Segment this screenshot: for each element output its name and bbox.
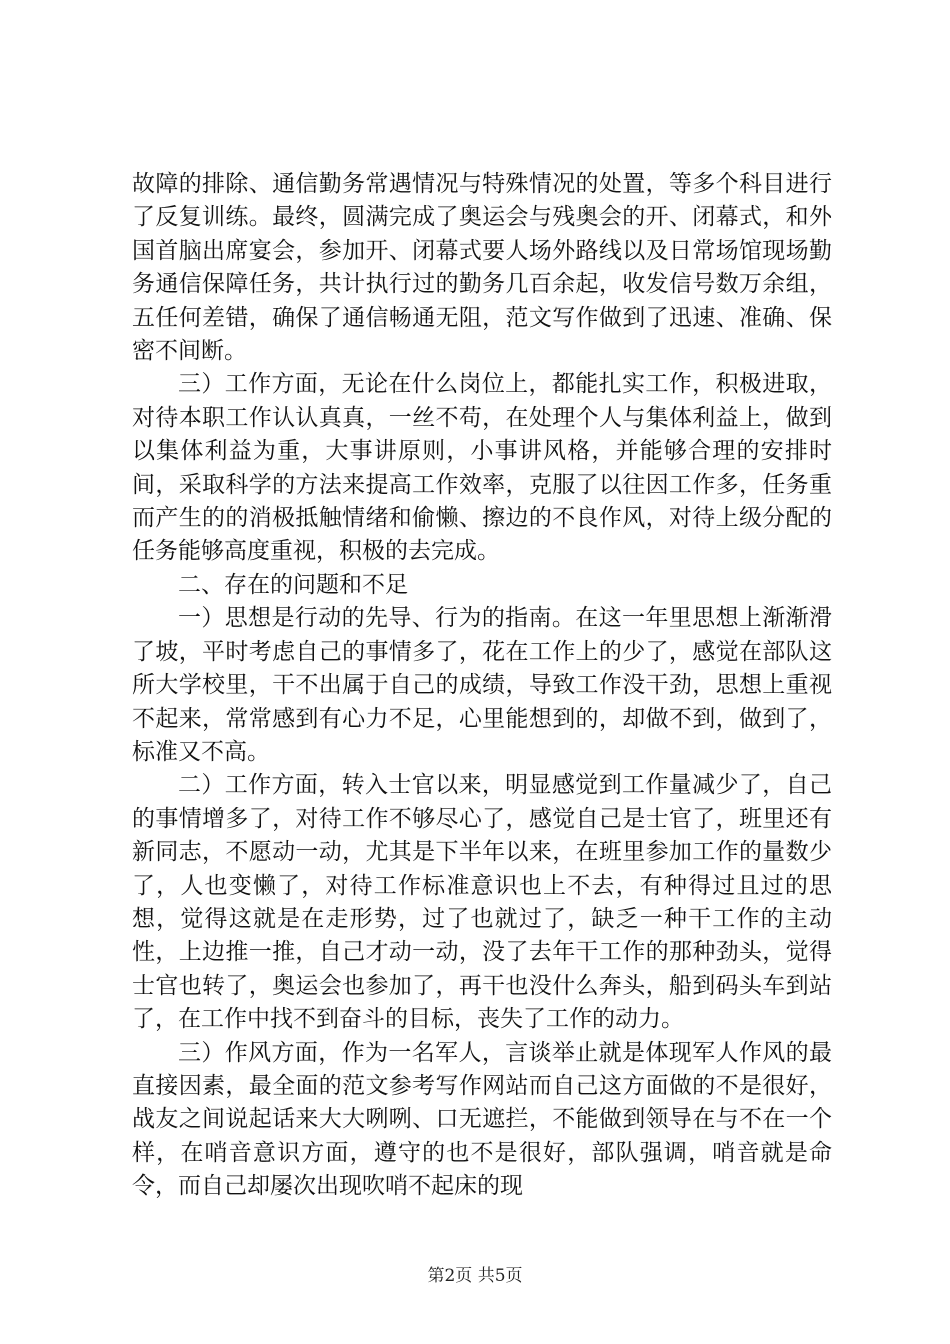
paragraph-work-problems: 二）工作方面，转入士官以来，明显感觉到工作量减少了，自己的事情增多了，对待工作不够尽心了，感觉自己是士官了，班里还有新同志，不愿动一动，尤其是下半年以来，在班里参加工作的量数少了，人也变懒了，对待工作标准意识也上不去，有种得过且过的思想，觉得这就是在走形势，过了也就过了，缺乏一种干工作的主动性，上边推一推，自己才动一动，没了去年干工作的那种劲头，觉得士官也转了，奥运会也参加了，再干也没什么奔头，船到码头车到站了，在工作中找不到奋斗的目标，丧失了工作的动力。 [132, 772, 832, 1033]
paragraph-thought: 一）思想是行动的先导、行为的指南。在这一年里思想上渐渐滑了坡，平时考虑自己的事情多了，花在工作上的少了，感觉在部队这所大学校里，干不出属于自己的成绩，导致工作没干劲，思想上重视不起来，常常感到有心力不足，心里能想到的，却做不到，做到了，标准又不高。 [132, 605, 832, 765]
section-heading-problems: 二、存在的问题和不足 [178, 571, 408, 598]
paragraph-style-problems: 三）作风方面，作为一名军人，言谈举止就是体现军人作风的最直接因素，最全面的范文参考写作网站而自己这方面做的不是很好，战友之间说起话来大大咧咧、口无遮拦，不能做到领导在与不在一个样，在哨音意识方面，遵守的也不是很好，部队强调，哨音就是命令，而自己却屡次出现吹哨不起床的现 [132, 1039, 832, 1200]
document-body [132, 168, 832, 1204]
paragraph-continuation: 故障的排除、通信勤务常遇情况与特殊情况的处置，等多个科目进行了反复训练。最终，圆满完成了奥运会与残奥会的开、闭幕式，和外国首脑出席宴会，参加开、闭幕式要人场外路线以及日常场馆现场勤务通信保障任务，共计执行过的勤务几百余起，收发信号数万余组，五任何差错，确保了通信畅通无阻，范文写作做到了迅速、准确、保密不间断。 [132, 171, 832, 365]
page-number-footer: 第2页 共5页 [427, 1266, 523, 1286]
paragraph-work-aspect: 三）工作方面，无论在什么岗位上，都能扎实工作，积极进取，对待本职工作认认真真，一丝不苟，在处理个人与集体利益上，做到以集体利益为重，大事讲原则，小事讲风格，并能够合理的安排时间，采取科学的方法来提高工作效率，克服了以往因工作多，任务重而产生的的消极抵触情绪和偷懒、擦边的不良作风，对待上级分配的任务能够高度重视，积极的去完成。 [132, 371, 832, 565]
